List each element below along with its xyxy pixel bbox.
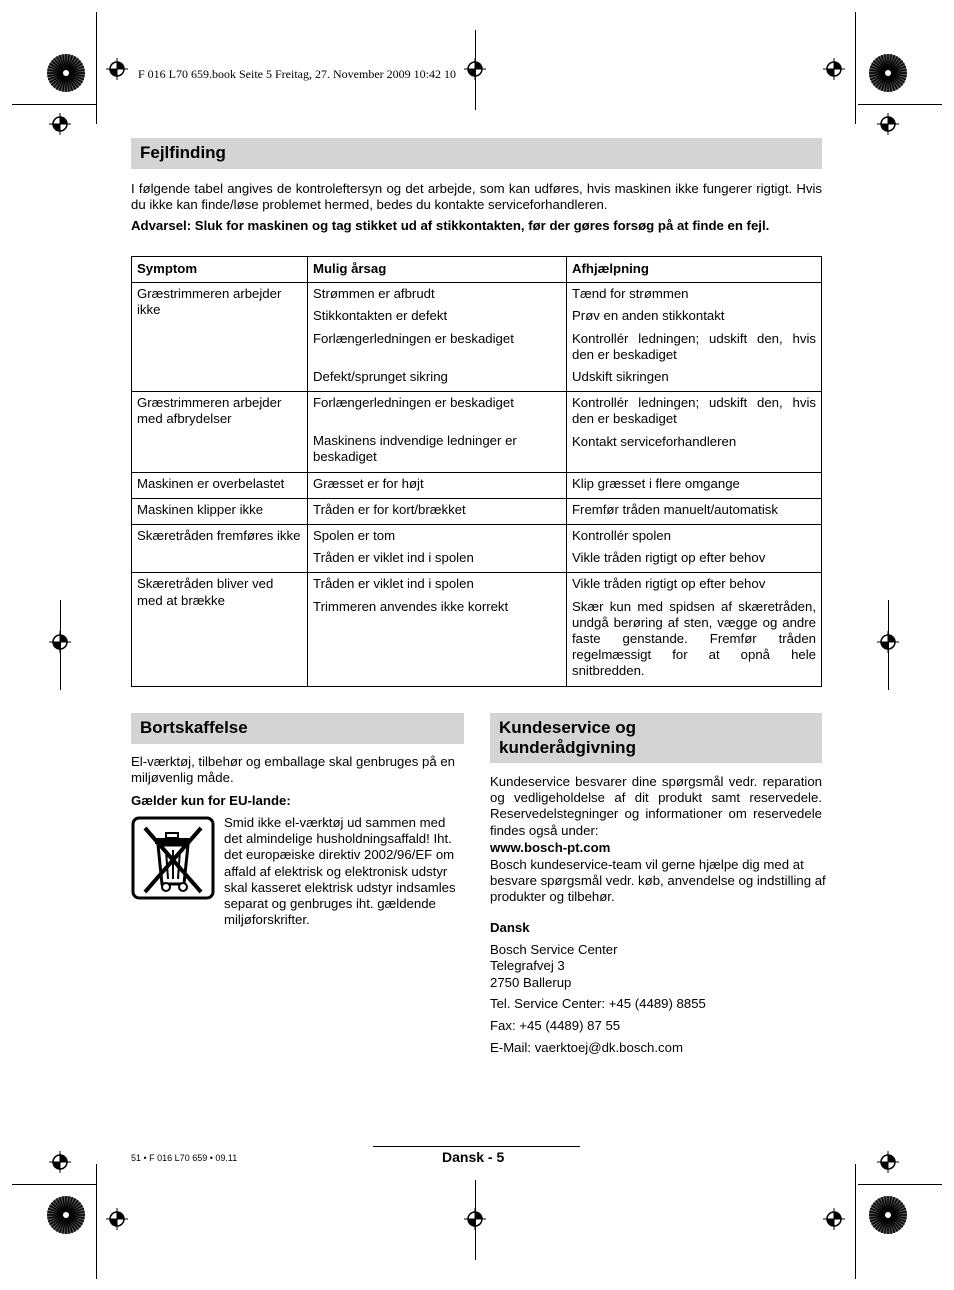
registration-mark-icon <box>106 58 128 80</box>
color-rosette-icon <box>868 53 908 93</box>
registration-mark-icon <box>823 58 845 80</box>
troubleshooting-warning: Advarsel: Sluk for maskinen og tag stikket ud af stikkontakten, før der gøres forsøg på at finde en fejl. <box>131 218 770 233</box>
remedy-cell <box>567 472 822 498</box>
cause-cell <box>308 573 567 686</box>
crop-mark <box>475 30 476 110</box>
section-heading-service <box>490 713 822 763</box>
troubleshooting-table <box>131 256 822 687</box>
color-rosette-icon <box>46 53 86 93</box>
address-line-1: Bosch Service Center <box>490 942 618 957</box>
registration-mark-icon <box>823 1208 845 1230</box>
remedy-item: Fremfør tråden manuelt/automatisk <box>572 501 778 517</box>
address-line-3: 2750 Ballerup <box>490 975 572 990</box>
section-heading-troubleshooting: Fejlfinding <box>131 138 822 169</box>
cause-cell <box>308 472 567 498</box>
cause-item: Forlængerledningen er beskadiget <box>313 330 514 346</box>
address-line-2: Telegrafvej 3 <box>490 958 565 973</box>
table-row <box>132 525 822 573</box>
cause-item: Tråden er viklet ind i spolen <box>313 576 474 592</box>
color-rosette-icon <box>868 1195 908 1235</box>
service-fax: Fax: +45 (4489) 87 55 <box>490 1018 621 1033</box>
service-email[interactable]: E-Mail: vaerktoej@dk.bosch.com <box>490 1040 683 1055</box>
table-header-row <box>132 257 822 283</box>
registration-mark-icon <box>49 113 71 135</box>
symptom-cell: Skæretråden bliver ved med at brække <box>132 573 308 686</box>
cause-cell <box>308 498 567 524</box>
column-header-symptom: Symptom <box>132 257 308 283</box>
remedy-cell <box>567 573 822 686</box>
crop-mark <box>858 1184 942 1185</box>
remedy-item: Kontrollér spolen <box>572 528 671 544</box>
crop-mark <box>96 1164 97 1279</box>
registration-mark-icon <box>49 1151 71 1173</box>
cause-item: Trimmeren anvendes ikke korrekt <box>313 598 509 614</box>
registration-mark-icon <box>877 113 899 135</box>
remedy-item: Klip græsset i flere omgange <box>572 475 740 491</box>
crossed-out-wheelie-bin-icon <box>131 816 215 900</box>
table-row <box>132 392 822 472</box>
registration-mark-icon <box>877 1151 899 1173</box>
remedy-cell <box>567 525 822 573</box>
table-row <box>132 472 822 498</box>
symptom-cell: Maskinen klipper ikke <box>132 498 308 524</box>
remedy-item: Tænd for strømmen <box>572 286 689 302</box>
eu-label: Gælder kun for EU-lande: <box>131 793 291 808</box>
service-phone: Tel. Service Center: +45 (4489) 8855 <box>490 996 706 1011</box>
crop-mark <box>96 12 97 124</box>
disposal-intro: El-værktøj, tilbehør og emballage skal genbruges på en miljøvenlig måde. <box>131 754 455 786</box>
remedy-item: Skær kun med spidsen af skæretråden, undgå berøring af sten, vægge og andre faste genstande. Fremfør tråden regelmæssigt for at opnå hele snitbredden. <box>572 598 816 679</box>
remedy-item: Kontrollér ledningen; udskift den, hvis den er beskadiget <box>572 330 816 362</box>
remedy-item: Kontakt serviceforhandleren <box>572 433 737 449</box>
eu-disposal-text: Smid ikke el-værktøj ud sammen med det almindelige husholdningsaffald! Iht. det europæiske direktiv 2002/96/EF om affald af elektrisk og elektronisk udstyr skal kasseret elektrisk udstyr indsamles separat og genbruges iht. gældende miljøforskrifter. <box>224 815 456 928</box>
remedy-item: Vikle tråden rigtigt op efter behov <box>572 576 766 592</box>
table-row <box>132 498 822 524</box>
footer-rule <box>373 1146 580 1147</box>
symptom-cell: Græstrimmeren arbejder med afbrydelser <box>132 392 308 472</box>
troubleshooting-intro: I følgende tabel angives de kontroleftersyn og det arbejde, som kan udføres, hvis maskinen ikke fungerer rigtigt. Hvis du ikke kan finde/løse problemet hermed, bedes du kontakte serviceforhandleren. <box>131 181 822 213</box>
cause-item: Maskinens indvendige ledninger er beskadiget <box>313 433 517 465</box>
service-website[interactable]: www.bosch-pt.com <box>490 840 611 855</box>
crop-mark <box>888 600 889 690</box>
remedy-item: Udskift sikringen <box>572 369 669 385</box>
crop-mark <box>855 1164 856 1279</box>
cause-item: Tråden er viklet ind i spolen <box>313 550 474 566</box>
cause-cell <box>308 525 567 573</box>
symptom-cell: Skæretråden fremføres ikke <box>132 525 308 573</box>
cause-item: Defekt/sprunget sikring <box>313 368 448 384</box>
cause-item: Spolen er tom <box>313 528 396 544</box>
remedy-cell <box>567 283 822 392</box>
table-row <box>132 283 822 392</box>
remedy-item: Vikle tråden rigtigt op efter behov <box>572 550 766 566</box>
cause-item: Tråden er for kort/brækket <box>313 501 466 517</box>
crop-mark <box>60 600 61 690</box>
crop-mark <box>12 1184 96 1185</box>
service-intro: Kundeservice besvarer dine spørgsmål vedr. reparation og vedligeholdelse af dit produkt samt reservedele. Reservedelstegninger og informationer om reservedele findes også under: <box>490 774 822 838</box>
registration-mark-icon <box>106 1208 128 1230</box>
remedy-item: Kontrollér ledningen; udskift den, hvis den er beskadiget <box>572 395 816 427</box>
table-row <box>132 573 822 686</box>
crop-mark <box>475 1180 476 1260</box>
color-rosette-icon <box>46 1195 86 1235</box>
service-team-text: Bosch kundeservice-team vil gerne hjælpe dig med at besvare spørgsmål vedr. køb, anvendelse og indstilling af produkter og tilbehør. <box>490 857 826 905</box>
column-header-cause: Mulig årsag <box>308 257 567 283</box>
cause-cell <box>308 283 567 392</box>
symptom-cell: Græstrimmeren arbejder ikke <box>132 283 308 392</box>
section-heading-disposal: Bortskaffelse <box>131 713 464 744</box>
column-header-remedy: Afhjælpning <box>567 257 822 283</box>
service-heading-line-1: Kundeservice og <box>499 718 636 737</box>
symptom-cell: Maskinen er overbelastet <box>132 472 308 498</box>
remedy-item: Prøv en anden stikkontakt <box>572 308 725 324</box>
cause-item: Strømmen er afbrudt <box>313 286 435 302</box>
remedy-cell <box>567 498 822 524</box>
cause-item: Stikkontakten er defekt <box>313 308 448 324</box>
footer-doc-code: 51 • F 016 L70 659 • 09.11 <box>131 1153 238 1163</box>
cause-item: Græsset er for højt <box>313 475 424 491</box>
remedy-cell <box>567 392 822 472</box>
cause-item: Forlængerledningen er beskadiget <box>313 395 514 411</box>
service-heading-line-2: kunderådgivning <box>499 738 636 757</box>
print-header-file-info: F 016 L70 659.book Seite 5 Freitag, 27. November 2009 10:42 10 <box>138 67 456 81</box>
service-country: Dansk <box>490 920 530 935</box>
footer-page-label: Dansk - 5 <box>442 1149 505 1165</box>
crop-mark <box>855 12 856 124</box>
crop-mark <box>12 104 96 105</box>
cause-cell <box>308 392 567 472</box>
crop-mark <box>858 104 942 105</box>
table-body <box>132 283 822 686</box>
